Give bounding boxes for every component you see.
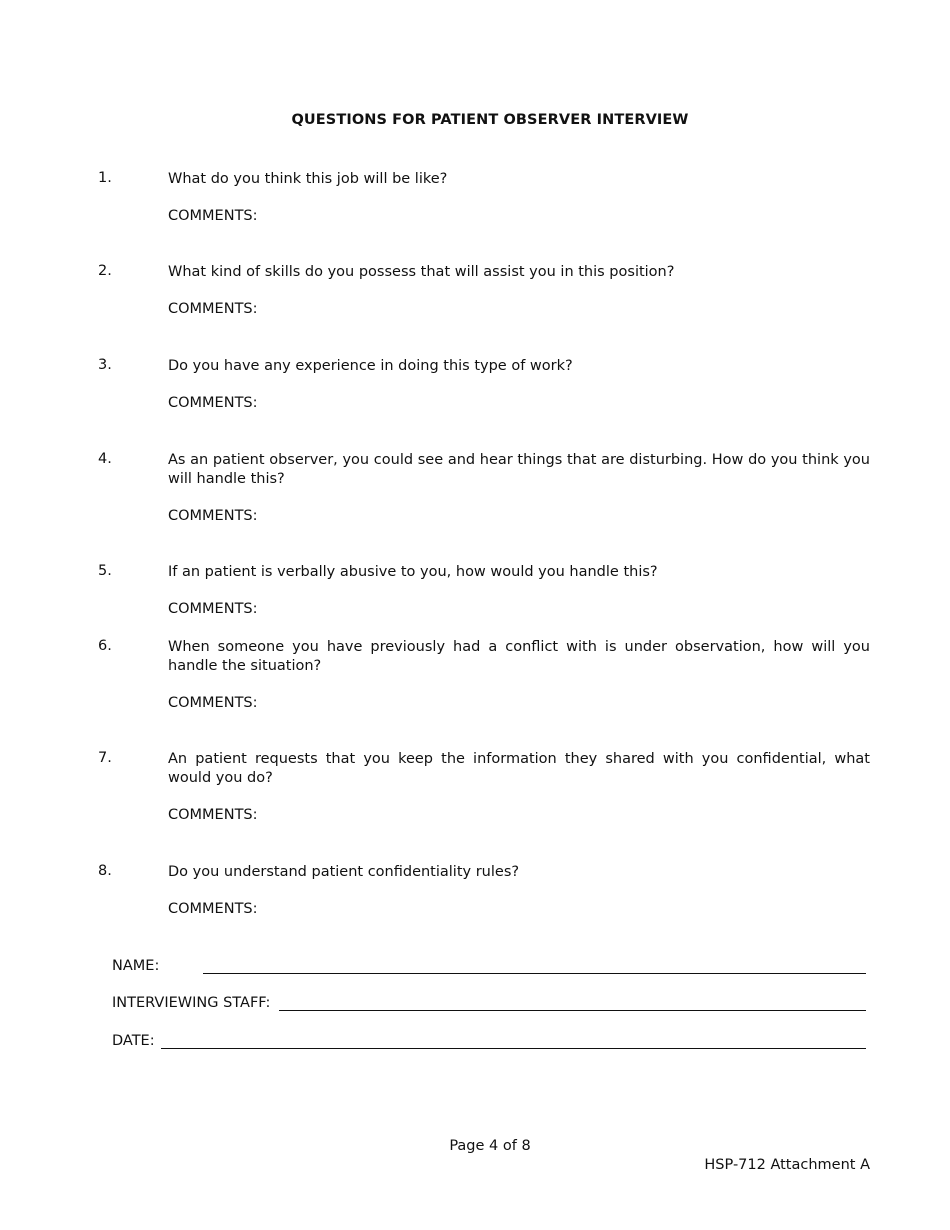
question-text: If an patient is verbally abusive to you, how would you handle this? (168, 564, 658, 580)
comments-label: COMMENTS: (168, 301, 258, 317)
date-line[interactable] (161, 1048, 866, 1049)
document-reference: HSP-712 Attachment A (704, 1157, 870, 1173)
question-5 (98, 563, 870, 619)
question-8 (98, 863, 870, 919)
comments-label: COMMENTS: (168, 508, 258, 524)
question-text: What kind of skills do you possess that will assist you in this position? (168, 264, 675, 280)
question-4 (98, 451, 870, 526)
question-text: When someone you have previously had a conflict with is under observation, how will you handle the situation? (168, 639, 870, 674)
interviewing-staff-line[interactable] (279, 1010, 866, 1011)
date-row (112, 1032, 866, 1052)
question-number: 1. (98, 170, 112, 186)
question-text: Do you have any experience in doing this type of work? (168, 358, 573, 374)
question-number: 2. (98, 263, 112, 279)
name-row (112, 957, 866, 977)
comments-label: COMMENTS: (168, 901, 258, 917)
question-number: 6. (98, 638, 112, 654)
question-7 (98, 750, 870, 825)
date-label: DATE: (112, 1033, 155, 1049)
comments-label: COMMENTS: (168, 807, 258, 823)
question-number: 4. (98, 451, 112, 467)
question-text: As an patient observer, you could see and hear things that are disturbing. How do you think you will handle this? (168, 452, 870, 487)
comments-label: COMMENTS: (168, 395, 258, 411)
question-text: What do you think this job will be like? (168, 171, 448, 187)
question-3 (98, 357, 870, 413)
question-text: Do you understand patient confidentiality rules? (168, 864, 520, 880)
page-number: Page 4 of 8 (449, 1138, 531, 1154)
name-label: NAME: (112, 958, 160, 974)
question-number: 3. (98, 357, 112, 373)
question-1 (98, 170, 870, 226)
page-title: QUESTIONS FOR PATIENT OBSERVER INTERVIEW (291, 112, 689, 128)
question-text: An patient requests that you keep the information they shared with you confidential, what would you do? (168, 751, 870, 786)
name-line[interactable] (203, 973, 866, 974)
comments-label: COMMENTS: (168, 601, 258, 617)
interviewing-staff-label: INTERVIEWING STAFF: (112, 995, 271, 1011)
question-number: 5. (98, 563, 112, 579)
comments-label: COMMENTS: (168, 695, 258, 711)
question-number: 7. (98, 750, 112, 766)
question-2 (98, 263, 870, 319)
interviewing-staff-row (112, 994, 866, 1014)
question-6 (98, 638, 870, 713)
comments-label: COMMENTS: (168, 208, 258, 224)
question-number: 8. (98, 863, 112, 879)
